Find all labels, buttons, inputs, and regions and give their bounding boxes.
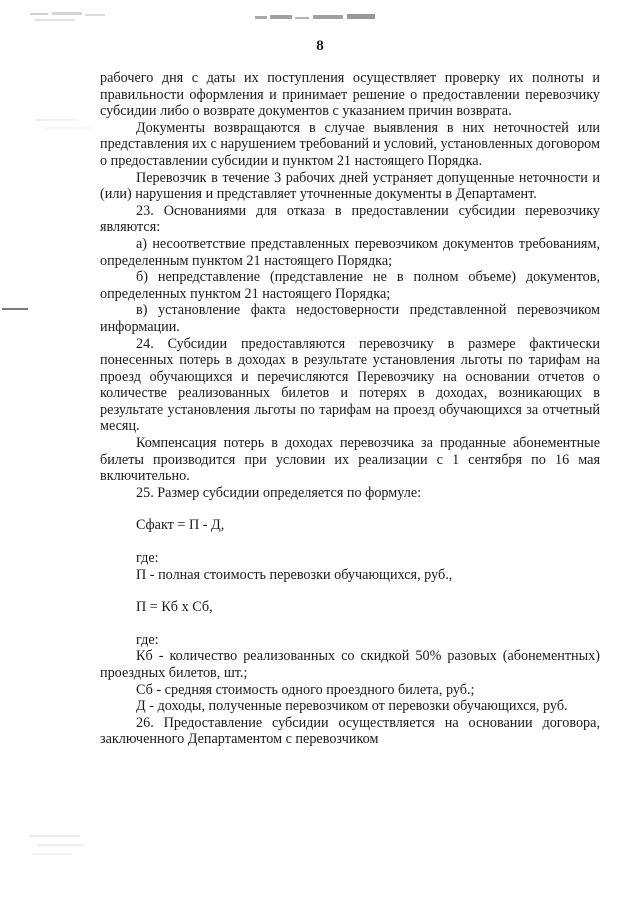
list-item: в) установление факта недостоверности представленной перевозчиком информации.: [100, 302, 600, 335]
formula: П = Кб х Сб,: [136, 599, 213, 616]
formula-definition: Кб - количество реализованных со скидкой 50% разовых (абонементных) проездных билетов, шт.;: [100, 648, 600, 681]
list-item: а) несоответствие представленных перевозчиком документов требованиям, определенным пунктом 21 настоящего Порядка;: [100, 235, 600, 269]
paragraph: 26. Предоставление субсидии осуществляется на основании договора, заключенного Департаментом с перевозчиком: [100, 714, 600, 748]
scan-noise-mark: [35, 115, 95, 135]
paragraph: Компенсация потерь в доходах перевозчика за проданные абонементные билеты производится при условии их реализации с 1 сентября по 16 мая включительно.: [100, 435, 600, 485]
scan-noise-mark: [255, 12, 380, 24]
page-number: 8: [316, 38, 324, 54]
scan-noise-mark: [30, 830, 90, 860]
formula-definition: Сб - средняя стоимость одного проездного билета, руб.;: [136, 681, 475, 698]
paragraph: рабочего дня с даты их поступления осуществляет проверку их полноты и правильности оформления и принимает решение о предоставлении перевозчику субсидии либо о возврате документов с указанием причин возврата.: [100, 70, 600, 120]
formula: Сфакт = П - Д,: [136, 517, 225, 534]
paragraph: 24. Субсидии предоставляются перевозчику в размере фактически понесенных потерь в доходах в результате установления льготы по тарифам на проезд обучающихся и перечисляются Перевозчику на основании отчетов о количестве реализованных билетов и потерях в доходах, возникающих в результате установления льготы по тарифам на проезд обучающихся за отчетный месяц.: [100, 335, 600, 435]
document-body: [100, 70, 600, 748]
formula-definition: Д - доходы, полученные перевозчиком от перевозки обучающихся, руб.: [136, 698, 568, 715]
paragraph: 23. Основаниями для отказа в предоставлении субсидии перевозчику являются:: [100, 202, 600, 236]
formula-where: где:: [136, 550, 159, 567]
paragraph: Документы возвращаются в случае выявления в них неточностей или представления их с нарушением требований и условий, установленных договором о предоставлении субсидии и пунктом 21 настоящего Порядка.: [100, 119, 600, 169]
paragraph: 25. Размер субсидии определяется по формуле:: [136, 484, 422, 501]
scan-noise-mark: [2, 305, 30, 313]
paragraph: Перевозчик в течение 3 рабочих дней устраняет допущенные неточности и (или) нарушения и представляет уточненные документы в Департамент.: [100, 169, 600, 203]
scan-noise-mark: [30, 10, 110, 24]
list-item: б) непредставление (представление не в полном объеме) документов, определенных пунктом 21 настоящего Порядка;: [100, 269, 600, 302]
formula-definition: П - полная стоимость перевозки обучающихся, руб.,: [136, 566, 453, 583]
formula-where: где:: [136, 631, 159, 648]
